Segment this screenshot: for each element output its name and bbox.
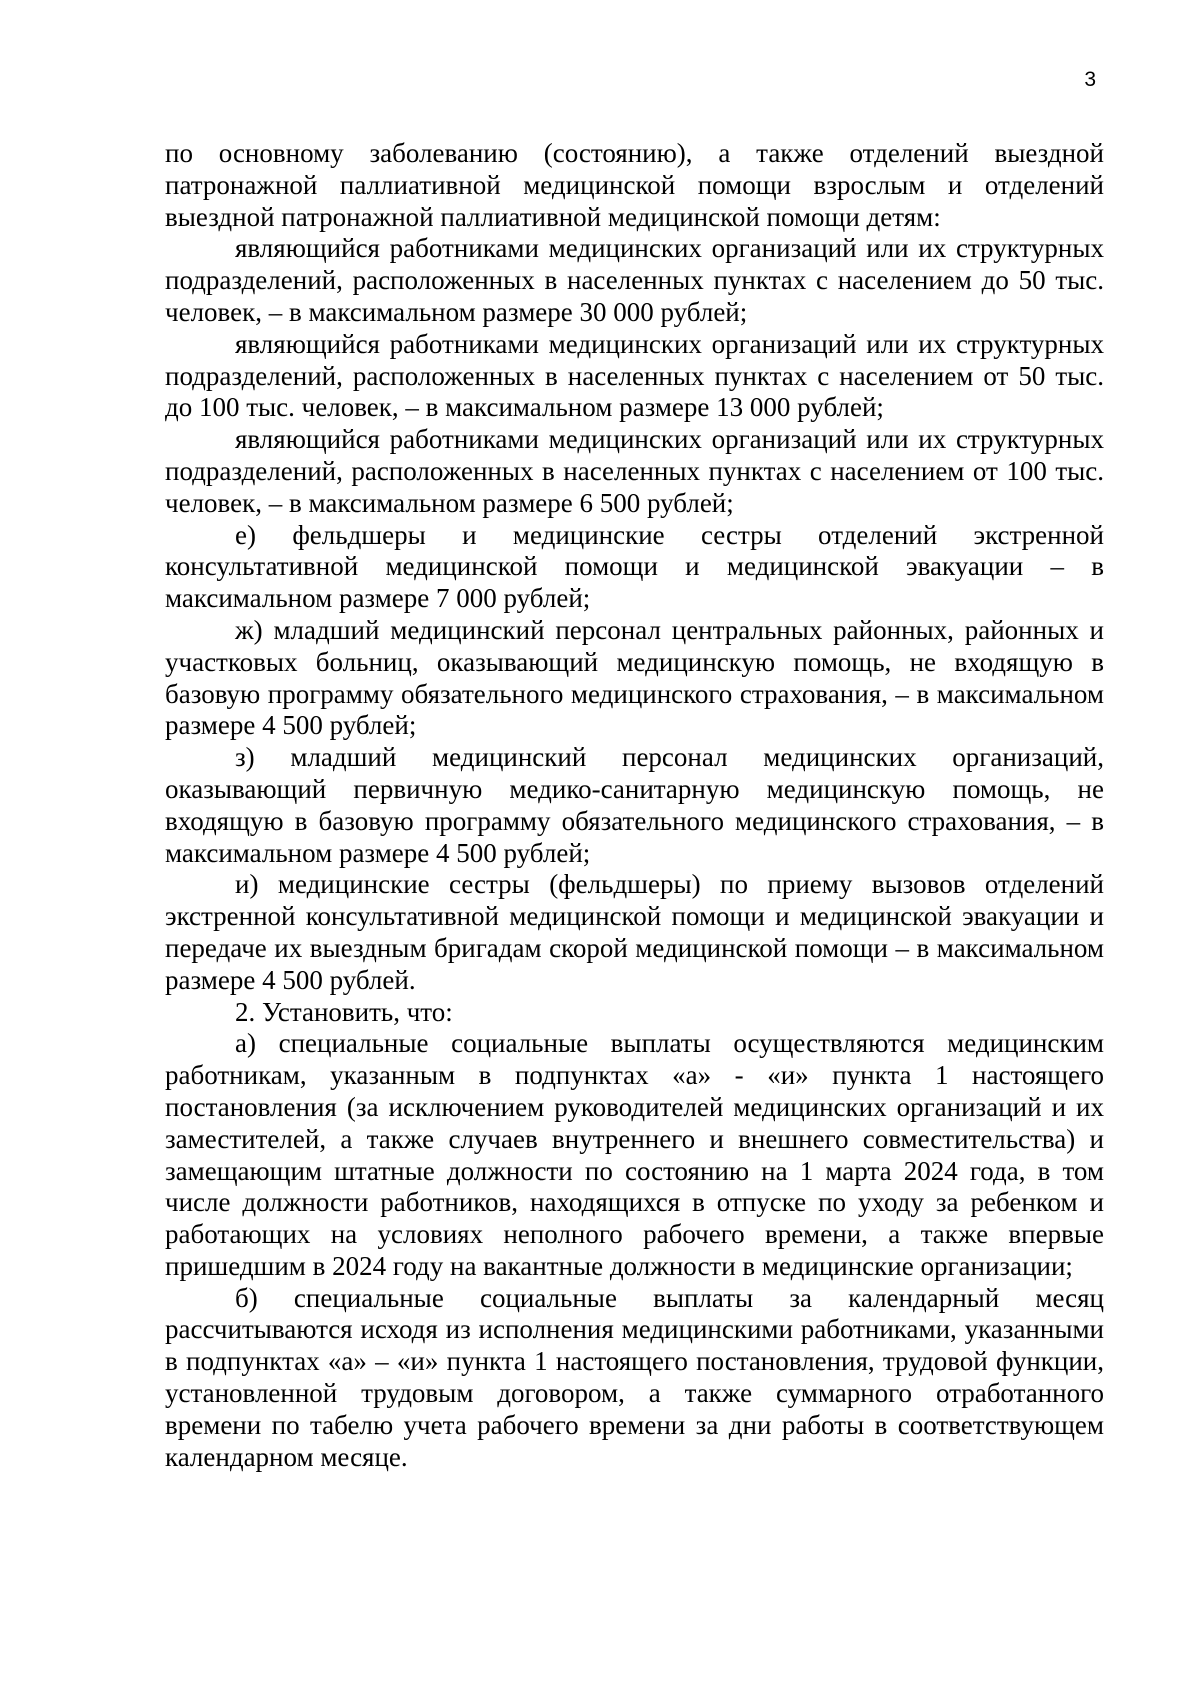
paragraph-item-zh: ж) младший медицинский персонал центральных районных, районных и участковых больниц, оказывающий медицинскую помощь, не входящую в базовую программу обязательного медицинского страхования, – в максимальном размере 4 500 рублей; xyxy=(165,614,1104,741)
paragraph-population-50k-100k: являющийся работниками медицинских организаций или их структурных подразделений, расположенных в населенных пунктах с населением от 50 тыс. до 100 тыс. человек, – в максимальном размере 13 000 рублей; xyxy=(165,328,1104,423)
paragraph-population-over-100k: являющийся работниками медицинских организаций или их структурных подразделений, расположенных в населенных пунктах с населением от 100 тыс. человек, – в максимальном размере 6 500 рублей; xyxy=(165,424,1104,518)
paragraph-item-i: и) медицинские сестры (фельдшеры) по приему вызовов отделений экстренной консультативной медицинской помощи и медицинской эвакуации и передаче их выездным бригадам скорой медицинской помощи – в максимальном размере 4 500 рублей. xyxy=(165,869,1104,995)
paragraph-section-2-a: а) специальные социальные выплаты осуществляются медицинским работникам, указанным в подпунктах «а» - «и» пункта 1 настоящего постановления (за исключением руководителей медицинских организаций и их заместителей, а также случаев внутреннего и внешнего совместительства) и замещающим штатные должности по состоянию на 1 марта 2024 года, в том числе должности работников, находящихся в отпуске по уходу за ребенком и работающих на условиях неполного рабочего времени, а также впервые пришедшим в 2024 году на вакантные должности в медицинские организации; xyxy=(165,1028,1104,1281)
paragraph-section-2-heading: 2. Установить, что: xyxy=(235,996,453,1027)
paragraph-section-2-b: б) специальные социальные выплаты за календарный месяц рассчитываются исходя из исполнения медицинскими работниками, указанными в подпунктах «а» – «и» пункта 1 настоящего постановления, трудовой функции, установленной трудовым договором, а также суммарного отработанного времени по табелю учета рабочего времени за дни работы в соответствующем календарном месяце. xyxy=(165,1282,1104,1472)
paragraph-population-under-50k: являющийся работниками медицинских организаций или их структурных подразделений, расположенных в населенных пунктах с населением до 50 тыс. человек, – в максимальном размере 30 000 рублей; xyxy=(165,233,1104,327)
paragraph-continuation: по основному заболеванию (состоянию), а также отделений выездной патронажной паллиативной медицинской помощи взрослым и отделений выездной патронажной паллиативной медицинской помощи детям: xyxy=(165,138,1104,232)
document-body xyxy=(165,138,1104,1473)
paragraph-item-e: е) фельдшеры и медицинские сестры отделений экстренной консультативной медицинской помощи и медицинской эвакуации – в максимальном размере 7 000 рублей; xyxy=(165,519,1104,614)
page-number: 3 xyxy=(1084,68,1096,91)
paragraph-item-z: з) младший медицинский персонал медицинских организаций, оказывающий первичную медико-санитарную медицинскую помощь, не входящую в базовую программу обязательного медицинского страхования, – в максимальном размере 4 500 рублей; xyxy=(165,742,1104,868)
